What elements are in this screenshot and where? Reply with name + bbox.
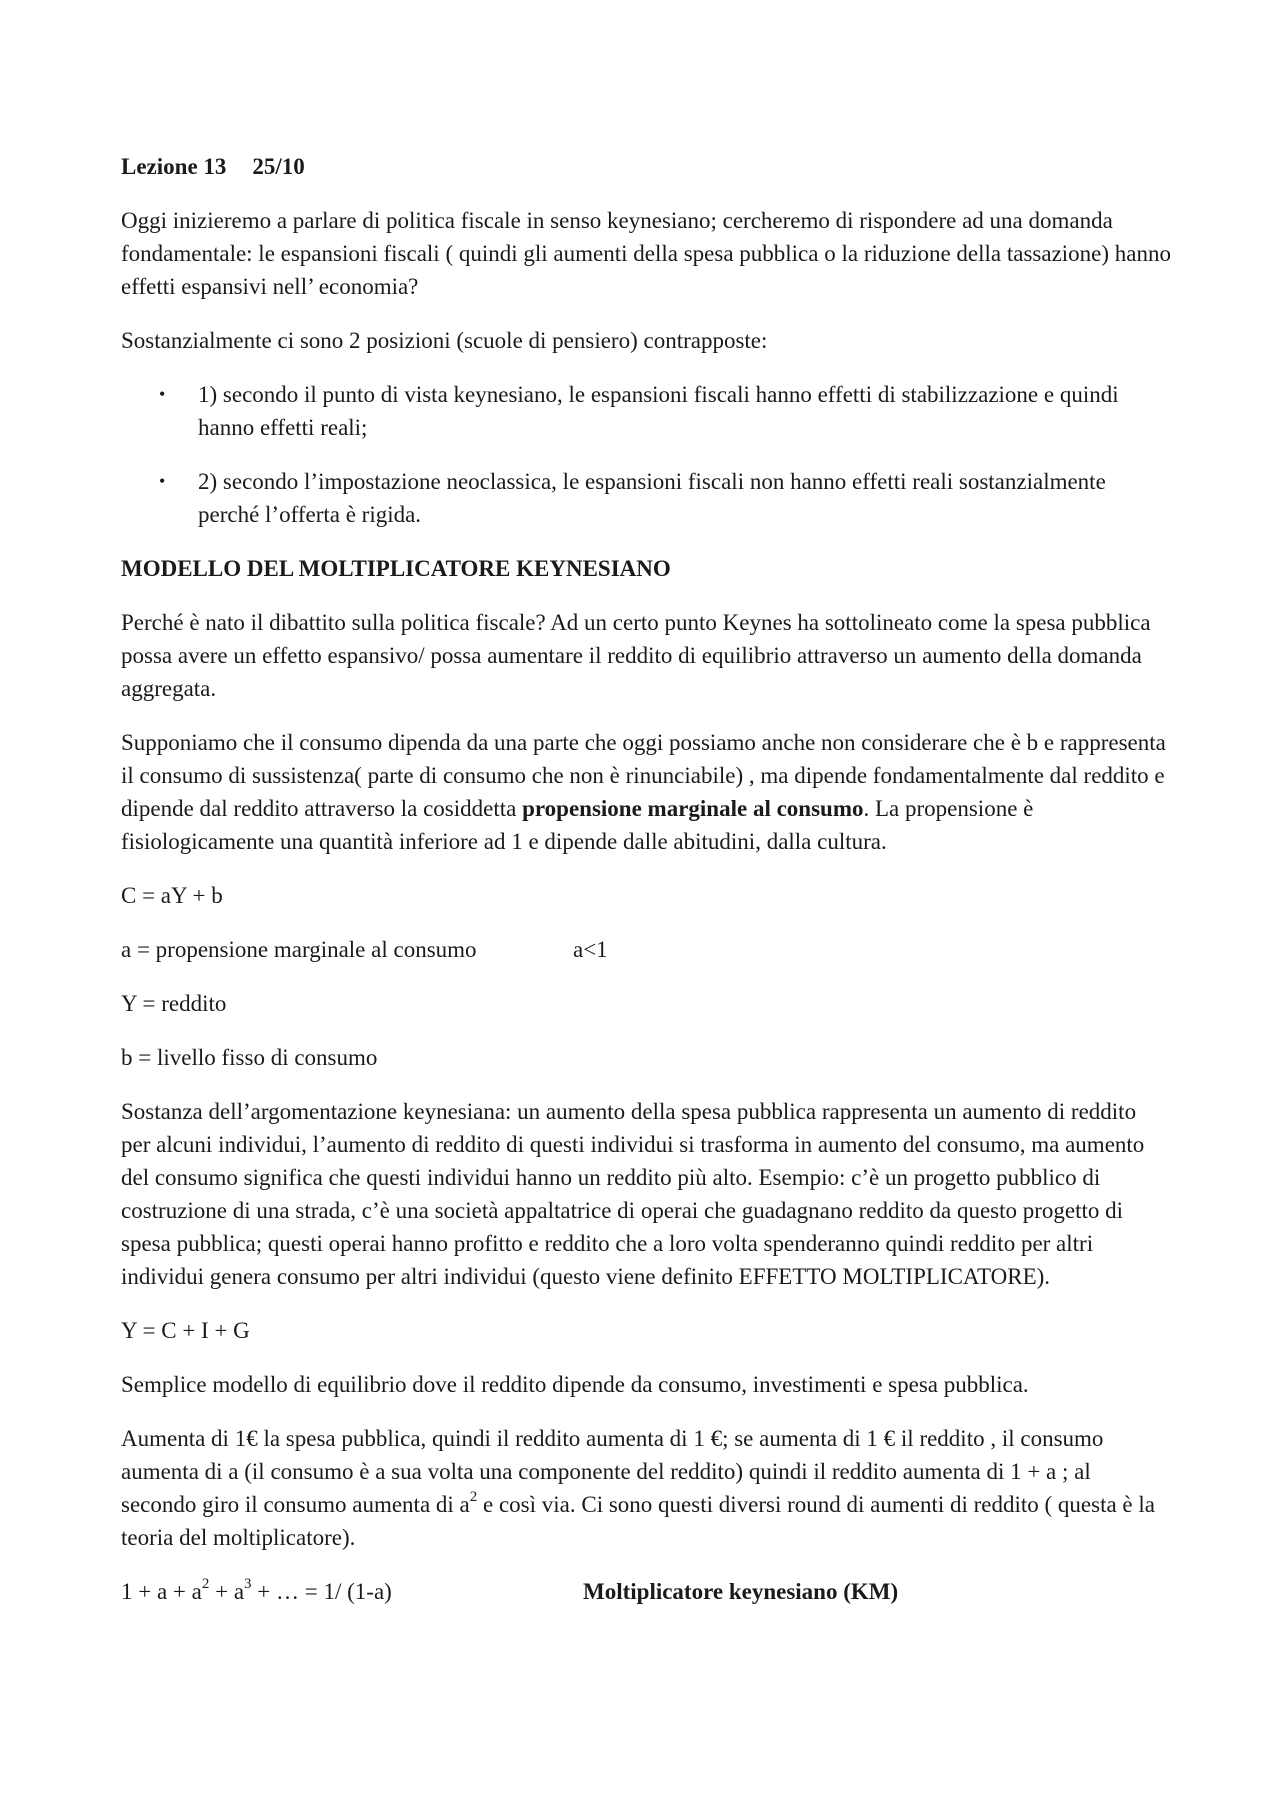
list-item <box>121 465 1171 531</box>
series-part: + a <box>209 1579 245 1604</box>
intro-paragraph: Oggi inizieremo a parlare di politica fiscale in senso keynesiano; cercheremo di rispondere ad una domanda fondamentale: le espansioni fiscali ( quindi gli aumenti della spesa pubblica o la riduzione della tassazione) hanno effetti espansivi nell’ economia? <box>121 208 1172 299</box>
bullet-icon: • <box>159 471 166 491</box>
consumption-paragraph <box>121 726 1171 858</box>
series-exponent: 3 <box>244 1576 252 1593</box>
document-page <box>121 150 1171 1608</box>
series-part: 1 + a + a <box>121 1579 202 1604</box>
formula-consumption: C = aY + b <box>121 883 223 908</box>
multiplier-formula-row <box>121 1575 1171 1608</box>
bullet-icon: • <box>159 384 166 404</box>
definition-a-label: a = propensione marginale al consumo <box>121 937 477 962</box>
substance-paragraph: Sostanza dell’argomentazione keynesiana: un aumento della spesa pubblica rappresenta un aumento di reddito per alcuni individui, l’aumento di reddito di questi individui si trasforma in aumento del consumo, ma aumento del consumo significa che questi individui hanno un reddito più alto. Esempio: c’è un progetto pubblico di costruzione di una strada, c’è una società appaltatrice di operai che guadagnano reddito da questo progetto di spesa pubblica; questi operai hanno profitto e reddito che a loro volta spenderanno quindi reddito per altri individui genera consumo per altri individui (questo viene definito EFFETTO MOLTIPLICATORE). <box>121 1099 1145 1289</box>
list-item <box>121 378 1171 444</box>
definition-a-condition: a<1 <box>573 937 608 962</box>
series-exponent: 2 <box>201 1576 210 1593</box>
rounds-text-start: Aumenta di 1€ la spesa pubblica, quindi il reddito aumenta di 1 €; se aumenta di 1 € il reddito , il consumo aumenta di a (il consumo è a sua volta una componente del reddito) quindi il reddito aumenta di 1 + a ; al secondo giro il consumo aumenta di a <box>121 1426 1104 1517</box>
debate-paragraph: Perché è nato il dibattito sulla politica fiscale? Ad un certo punto Keynes ha sottolineato come la spesa pubblica possa avere un effetto espansivo/ possa aumentare il reddito di equilibrio attraverso un aumento della domanda aggregata. <box>121 610 1151 701</box>
formula-income: Y = C + I + G <box>121 1318 250 1343</box>
definition-y: Y = reddito <box>121 991 227 1016</box>
term-propensione: propensione marginale al consumo <box>522 796 864 821</box>
lesson-date: 25/10 <box>252 154 305 179</box>
position-keynesian: 1) secondo il punto di vista keynesiano, le espansioni fiscali hanno effetti di stabilizzazione e quindi hanno effetti reali; <box>198 382 1119 440</box>
definition-a <box>121 933 1171 966</box>
consumption-text-end: . La propensione è fisiologicamente una quantità inferiore ad 1 e dipende dalle abitudini, dalla cultura. <box>121 796 1034 854</box>
model-paragraph: Semplice modello di equilibrio dove il reddito dipende da consumo, investimenti e spesa pubblica. <box>121 1372 1029 1397</box>
positions-list <box>121 378 1171 531</box>
lesson-number: Lezione 13 <box>121 154 227 179</box>
consumption-text-start: Supponiamo che il consumo dipenda da una parte che oggi possiamo anche non considerare che è b e rappresenta il consumo di sussistenza( parte di consumo che non è rinunciabile) , ma dipende fondamentalmente dal reddito e dipende dal reddito attraverso la cosiddetta <box>121 730 1166 821</box>
positions-intro: Sostanzialmente ci sono 2 posizioni (scuole di pensiero) contrapposte: <box>121 328 768 353</box>
rounds-superscript: 2 <box>469 1489 478 1506</box>
multiplier-series <box>121 1576 392 1604</box>
position-neoclassical: 2) secondo l’impostazione neoclassica, le espansioni fiscali non hanno effetti reali sostanzialmente perché l’offerta è rigida. <box>198 469 1106 527</box>
rounds-paragraph <box>121 1422 1171 1554</box>
series-part: + … = 1/ (1-a) <box>251 1579 392 1604</box>
definition-b: b = livello fisso di consumo <box>121 1045 378 1070</box>
rounds-text-end: e così via. Ci sono questi diversi round di aumenti di reddito ( questa è la teoria del moltiplicatore). <box>121 1492 1155 1550</box>
multiplier-label: Moltiplicatore keynesiano (KM) <box>583 1579 899 1604</box>
section-heading: MODELLO DEL MOLTIPLICATORE KEYNESIANO <box>121 556 671 581</box>
lesson-title <box>121 150 1171 183</box>
